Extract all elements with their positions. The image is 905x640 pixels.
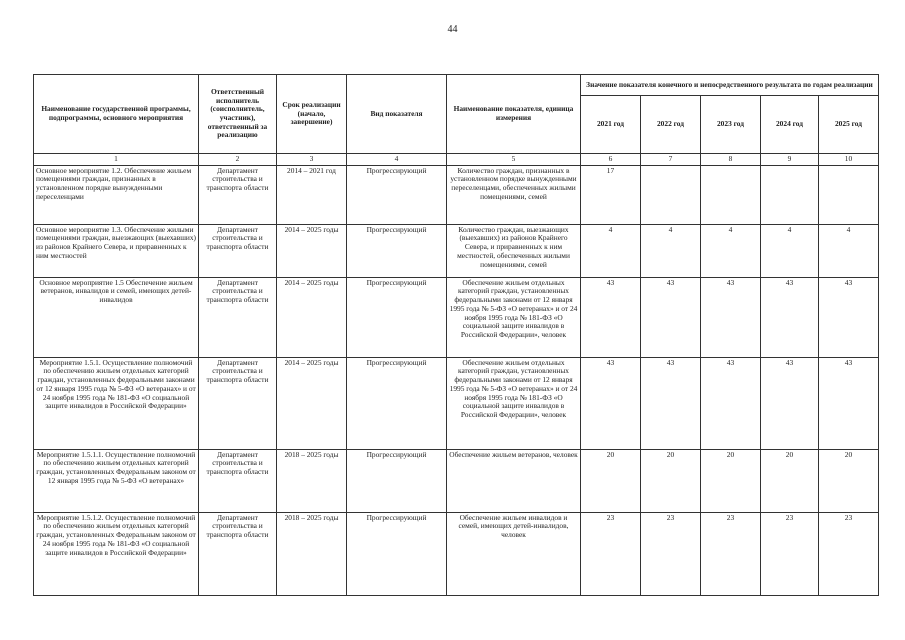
row-type: Прогрессирующий: [347, 357, 447, 449]
row-value: 43: [819, 277, 879, 357]
table-row: [34, 449, 879, 512]
row-term: 2014 – 2025 годы: [277, 357, 347, 449]
header-name: Наименование государственной программы, подпрограммы, основного мероприятия: [34, 75, 199, 154]
row-name: Мероприятие 1.5.1.1. Осуществление полномочий по обеспечению жильем отдельных категорий граждан, установленных Федеральным законом от 12 января 1995 года № 5-ФЗ «О ветеранах»: [34, 449, 199, 512]
row-value: [819, 165, 879, 224]
row-term: 2018 – 2025 годы: [277, 512, 347, 595]
row-value: 43: [761, 277, 819, 357]
row-executor: Департамент строительства и транспорта области: [199, 512, 277, 595]
row-value: 20: [641, 449, 701, 512]
table-row: [34, 277, 879, 357]
row-executor: Департамент строительства и транспорта области: [199, 357, 277, 449]
table-row: [34, 357, 879, 449]
row-value: 23: [641, 512, 701, 595]
column-number: 8: [701, 154, 761, 166]
row-value: 43: [641, 357, 701, 449]
column-number: 5: [447, 154, 581, 166]
row-value: 20: [761, 449, 819, 512]
header-year: 2022 год: [641, 96, 701, 154]
header-indicator-type: Вид показателя: [347, 75, 447, 154]
header-executor: Ответственный исполнитель (соисполнитель, участник), ответственный за реализацию: [199, 75, 277, 154]
column-number: 7: [641, 154, 701, 166]
row-name: Основное мероприятие 1.2. Обеспечение жильем помещениями граждан, признанных в установленном порядке вынужденными переселенцами: [34, 165, 199, 224]
row-value: [641, 165, 701, 224]
row-executor: Департамент строительства и транспорта области: [199, 277, 277, 357]
row-value: 43: [819, 357, 879, 449]
row-name: Мероприятие 1.5.1.2. Осуществление полномочий по обеспечению жильем отдельных категорий граждан, установленных Федеральным законом от 24 ноября 1995 года № 181-ФЗ «О социальной защите инвалидов в Российской Федерации»: [34, 512, 199, 595]
row-value: [761, 165, 819, 224]
row-value: 20: [581, 449, 641, 512]
row-executor: Департамент строительства и транспорта области: [199, 224, 277, 277]
column-number: 1: [34, 154, 199, 166]
row-type: Прогрессирующий: [347, 224, 447, 277]
column-number: 2: [199, 154, 277, 166]
row-value: 20: [701, 449, 761, 512]
column-number: 10: [819, 154, 879, 166]
row-type: Прогрессирующий: [347, 449, 447, 512]
row-value: 23: [761, 512, 819, 595]
header-year: 2025 год: [819, 96, 879, 154]
row-indicator: Обеспечение жильем ветеранов, человек: [447, 449, 581, 512]
header-year: 2021 год: [581, 96, 641, 154]
table-row: [34, 224, 879, 277]
row-executor: Департамент строительства и транспорта области: [199, 165, 277, 224]
row-value: 4: [819, 224, 879, 277]
row-value: 43: [761, 357, 819, 449]
column-number: 4: [347, 154, 447, 166]
row-value: 23: [701, 512, 761, 595]
column-number: 3: [277, 154, 347, 166]
row-indicator: Обеспечение жильем отдельных категорий граждан, установленных федеральными законами от 12 января 1995 года № 5-ФЗ «О ветеранах» и от 24 ноября 1995 года № 181-ФЗ «О социальной защите инвалидов в Российской Федерации», человек: [447, 277, 581, 357]
header-indicator-name: Наименование показателя, единица измерения: [447, 75, 581, 154]
row-indicator: Количество граждан, признанных в установленном порядке вынужденными переселенцами, обеспеченных жилыми помещениями, семей: [447, 165, 581, 224]
row-name: Мероприятие 1.5.1. Осуществление полномочий по обеспечению жильем отдельных категорий граждан, установленных федеральными законами от 12 января 1995 года № 5-ФЗ «О ветеранах» и от 24 ноября 1995 года № 181-ФЗ «О социальной защите инвалидов в Российской Федерации»: [34, 357, 199, 449]
row-value: 4: [701, 224, 761, 277]
row-value: 17: [581, 165, 641, 224]
row-value: 4: [761, 224, 819, 277]
column-number: 9: [761, 154, 819, 166]
row-value: 43: [581, 357, 641, 449]
row-value: 43: [701, 277, 761, 357]
row-term: 2014 – 2021 год: [277, 165, 347, 224]
row-type: Прогрессирующий: [347, 277, 447, 357]
page-number: 44: [447, 24, 458, 35]
row-value: 23: [819, 512, 879, 595]
row-value: 20: [819, 449, 879, 512]
table-row: [34, 165, 879, 224]
row-value: [701, 165, 761, 224]
row-indicator: Обеспечение жильем инвалидов и семей, имеющих детей-инвалидов, человек: [447, 512, 581, 595]
row-indicator: Обеспечение жильем отдельных категорий граждан, установленных федеральными законами от 12 января 1995 года № 5-ФЗ «О ветеранах» и от 24 ноября 1995 года № 181-ФЗ «О социальной защите инвалидов в Российской Федерации», человек: [447, 357, 581, 449]
row-term: 2014 – 2025 годы: [277, 224, 347, 277]
column-numbers-row: [34, 154, 879, 166]
row-value: 4: [581, 224, 641, 277]
row-indicator: Количество граждан, выезжающих (выехавших) из районов Крайнего Севера, и приравненных к ним местностей, обеспеченных жилыми помещениями, семей: [447, 224, 581, 277]
indicators-table: [33, 74, 879, 596]
row-term: 2018 – 2025 годы: [277, 449, 347, 512]
row-name: Основное мероприятие 1.3. Обеспечение жилыми помещениями граждан, выезжающих (выехавших) из районов Крайнего Севера, и приравненных к ним местностей: [34, 224, 199, 277]
column-number: 6: [581, 154, 641, 166]
row-value: 43: [641, 277, 701, 357]
row-type: Прогрессирующий: [347, 512, 447, 595]
row-executor: Департамент строительства и транспорта области: [199, 449, 277, 512]
header-term: Срок реализации (начало, завершение): [277, 75, 347, 154]
header-values-group: Значение показателя конечного и непосредственного результата по годам реализации: [581, 75, 879, 96]
row-term: 2014 – 2025 годы: [277, 277, 347, 357]
table-row: [34, 512, 879, 595]
header-year: 2024 год: [761, 96, 819, 154]
row-type: Прогрессирующий: [347, 165, 447, 224]
row-value: 23: [581, 512, 641, 595]
row-value: 4: [641, 224, 701, 277]
row-name: Основное мероприятие 1.5 Обеспечение жильем ветеранов, инвалидов и семей, имеющих детей-инвалидов: [34, 277, 199, 357]
row-value: 43: [701, 357, 761, 449]
header-year: 2023 год: [701, 96, 761, 154]
row-value: 43: [581, 277, 641, 357]
